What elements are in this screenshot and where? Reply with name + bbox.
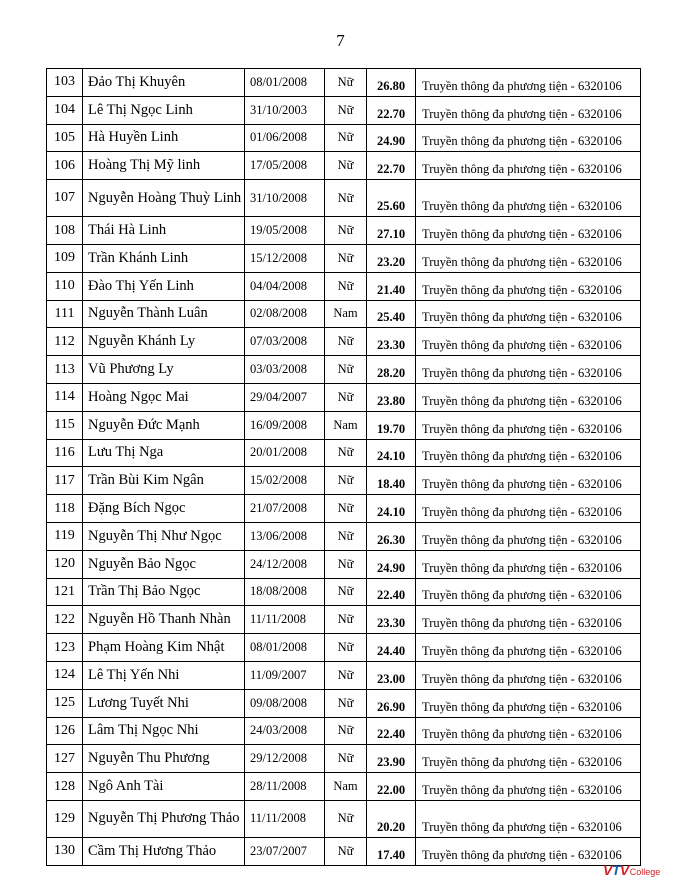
cell-stt: 112 [47,328,83,356]
cell-name: Đào Thị Yến Linh [83,272,245,300]
cell-name: Đảo Thị Khuyên [83,69,245,97]
cell-name: Hà Huyền Linh [83,124,245,152]
cell-name: Trần Khánh Linh [83,244,245,272]
cell-sex: Nữ [325,837,367,865]
table-row [47,217,641,245]
cell-name: Hoàng Ngọc Mai [83,383,245,411]
cell-name: Thái Hà Linh [83,217,245,245]
cell-stt: 105 [47,124,83,152]
cell-stt: 106 [47,152,83,180]
table-row [47,439,641,467]
cell-score: 28.20 [367,356,416,384]
cell-major: Truyền thông đa phương tiện - 6320106 [416,550,641,578]
cell-sex: Nữ [325,717,367,745]
cell-dob: 01/06/2008 [245,124,325,152]
cell-name: Nguyễn Thị Phương Thảo [83,800,245,837]
cell-score: 24.10 [367,495,416,523]
cell-major: Truyền thông đa phương tiện - 6320106 [416,180,641,217]
cell-dob: 09/08/2008 [245,689,325,717]
table-row [47,717,641,745]
cell-major: Truyền thông đa phương tiện - 6320106 [416,495,641,523]
table-row [47,383,641,411]
cell-score: 24.90 [367,550,416,578]
cell-score: 23.30 [367,328,416,356]
cell-stt: 104 [47,96,83,124]
cell-dob: 11/11/2008 [245,800,325,837]
cell-sex: Nữ [325,69,367,97]
cell-score: 19.70 [367,411,416,439]
cell-stt: 108 [47,217,83,245]
cell-score: 26.90 [367,689,416,717]
cell-name: Trần Bùi Kim Ngân [83,467,245,495]
cell-stt: 119 [47,522,83,550]
table-row [47,467,641,495]
table-row [47,356,641,384]
cell-sex: Nữ [325,606,367,634]
cell-sex: Nữ [325,356,367,384]
cell-stt: 123 [47,634,83,662]
cell-sex: Nữ [325,661,367,689]
cell-major: Truyền thông đa phương tiện - 6320106 [416,244,641,272]
table-row [47,180,641,217]
cell-score: 24.90 [367,124,416,152]
cell-name: Trần Thị Bảo Ngọc [83,578,245,606]
cell-major: Truyền thông đa phương tiện - 6320106 [416,272,641,300]
cell-dob: 31/10/2003 [245,96,325,124]
table-row [47,69,641,97]
cell-sex: Nữ [325,745,367,773]
cell-sex: Nữ [325,328,367,356]
cell-name: Lưu Thị Nga [83,439,245,467]
cell-stt: 122 [47,606,83,634]
cell-stt: 125 [47,689,83,717]
cell-sex: Nữ [325,522,367,550]
cell-score: 23.90 [367,745,416,773]
cell-stt: 111 [47,300,83,328]
cell-stt: 124 [47,661,83,689]
cell-major: Truyền thông đa phương tiện - 6320106 [416,411,641,439]
cell-sex: Nam [325,300,367,328]
cell-stt: 120 [47,550,83,578]
cell-major: Truyền thông đa phương tiện - 6320106 [416,328,641,356]
cell-name: Nguyễn Thu Phương [83,745,245,773]
cell-sex: Nữ [325,689,367,717]
cell-score: 26.80 [367,69,416,97]
cell-dob: 11/11/2008 [245,606,325,634]
cell-dob: 20/01/2008 [245,439,325,467]
cell-dob: 18/08/2008 [245,578,325,606]
cell-dob: 21/07/2008 [245,495,325,523]
cell-name: Nguyễn Hồ Thanh Nhàn [83,606,245,634]
cell-dob: 24/12/2008 [245,550,325,578]
cell-sex: Nữ [325,550,367,578]
cell-major: Truyền thông đa phương tiện - 6320106 [416,217,641,245]
cell-stt: 103 [47,69,83,97]
cell-sex: Nữ [325,272,367,300]
cell-dob: 16/09/2008 [245,411,325,439]
cell-score: 26.30 [367,522,416,550]
cell-major: Truyền thông đa phương tiện - 6320106 [416,773,641,801]
cell-score: 23.20 [367,244,416,272]
cell-score: 23.30 [367,606,416,634]
cell-major: Truyền thông đa phương tiện - 6320106 [416,800,641,837]
cell-major: Truyền thông đa phương tiện - 6320106 [416,69,641,97]
table-row [47,837,641,865]
table-row [47,578,641,606]
cell-sex: Nữ [325,634,367,662]
cell-sex: Nữ [325,180,367,217]
cell-dob: 08/01/2008 [245,634,325,662]
cell-dob: 24/03/2008 [245,717,325,745]
cell-name: Lê Thị Ngọc Linh [83,96,245,124]
cell-dob: 07/03/2008 [245,328,325,356]
cell-stt: 110 [47,272,83,300]
table-row [47,689,641,717]
cell-sex: Nữ [325,578,367,606]
cell-major: Truyền thông đa phương tiện - 6320106 [416,300,641,328]
cell-score: 21.40 [367,272,416,300]
table-row [47,96,641,124]
cell-score: 23.00 [367,661,416,689]
vtv-college-logo [603,858,660,882]
cell-dob: 23/07/2007 [245,837,325,865]
cell-stt: 115 [47,411,83,439]
cell-major: Truyền thông đa phương tiện - 6320106 [416,124,641,152]
cell-major: Truyền thông đa phương tiện - 6320106 [416,689,641,717]
cell-major: Truyền thông đa phương tiện - 6320106 [416,661,641,689]
table-row [47,522,641,550]
table-row [47,606,641,634]
cell-dob: 29/12/2008 [245,745,325,773]
table-row [47,800,641,837]
cell-stt: 130 [47,837,83,865]
cell-stt: 118 [47,495,83,523]
cell-name: Lâm Thị Ngọc Nhi [83,717,245,745]
table-row [47,773,641,801]
cell-score: 17.40 [367,837,416,865]
cell-sex: Nữ [325,217,367,245]
cell-score: 22.70 [367,152,416,180]
cell-major: Truyền thông đa phương tiện - 6320106 [416,467,641,495]
cell-dob: 15/02/2008 [245,467,325,495]
cell-sex: Nữ [325,467,367,495]
cell-score: 22.40 [367,717,416,745]
cell-score: 20.20 [367,800,416,837]
cell-stt: 129 [47,800,83,837]
cell-major: Truyền thông đa phương tiện - 6320106 [416,745,641,773]
cell-dob: 17/05/2008 [245,152,325,180]
cell-dob: 02/08/2008 [245,300,325,328]
cell-major: Truyền thông đa phương tiện - 6320106 [416,606,641,634]
admission-list-table [46,68,641,866]
cell-score: 24.10 [367,439,416,467]
table-row [47,634,641,662]
cell-major: Truyền thông đa phương tiện - 6320106 [416,152,641,180]
cell-major: Truyền thông đa phương tiện - 6320106 [416,578,641,606]
table-row [47,495,641,523]
cell-sex: Nam [325,411,367,439]
table-row [47,661,641,689]
cell-sex: Nữ [325,439,367,467]
cell-stt: 116 [47,439,83,467]
cell-score: 23.80 [367,383,416,411]
cell-name: Lê Thị Yến Nhi [83,661,245,689]
cell-score: 25.60 [367,180,416,217]
cell-score: 24.40 [367,634,416,662]
cell-sex: Nữ [325,495,367,523]
cell-dob: 08/01/2008 [245,69,325,97]
cell-name: Đặng Bích Ngọc [83,495,245,523]
cell-stt: 109 [47,244,83,272]
cell-name: Nguyễn Bảo Ngọc [83,550,245,578]
cell-name: Lương Tuyết Nhi [83,689,245,717]
cell-score: 22.40 [367,578,416,606]
cell-dob: 13/06/2008 [245,522,325,550]
cell-sex: Nữ [325,152,367,180]
cell-major: Truyền thông đa phương tiện - 6320106 [416,634,641,662]
table-row [47,300,641,328]
cell-sex: Nữ [325,800,367,837]
cell-sex: Nam [325,773,367,801]
cell-name: Nguyễn Thành Luân [83,300,245,328]
cell-stt: 128 [47,773,83,801]
logo-vtv-mark: VTV [603,862,629,878]
cell-major: Truyền thông đa phương tiện - 6320106 [416,383,641,411]
cell-name: Phạm Hoàng Kim Nhật [83,634,245,662]
cell-score: 18.40 [367,467,416,495]
cell-major: Truyền thông đa phương tiện - 6320106 [416,717,641,745]
table-row [47,244,641,272]
cell-sex: Nữ [325,124,367,152]
cell-dob: 15/12/2008 [245,244,325,272]
cell-stt: 117 [47,467,83,495]
cell-dob: 04/04/2008 [245,272,325,300]
cell-sex: Nữ [325,383,367,411]
cell-major: Truyền thông đa phương tiện - 6320106 [416,522,641,550]
table-row [47,745,641,773]
cell-dob: 03/03/2008 [245,356,325,384]
cell-name: Nguyễn Hoàng Thuỳ Linh [83,180,245,217]
cell-major: Truyền thông đa phương tiện - 6320106 [416,96,641,124]
cell-major: Truyền thông đa phương tiện - 6320106 [416,439,641,467]
cell-name: Nguyễn Khánh Ly [83,328,245,356]
cell-name: Ngô Anh Tài [83,773,245,801]
cell-stt: 114 [47,383,83,411]
cell-score: 27.10 [367,217,416,245]
cell-stt: 121 [47,578,83,606]
cell-stt: 113 [47,356,83,384]
cell-name: Nguyễn Đức Mạnh [83,411,245,439]
cell-dob: 29/04/2007 [245,383,325,411]
page-number: 7 [336,31,345,50]
cell-name: Cầm Thị Hương Thảo [83,837,245,865]
table-row [47,328,641,356]
cell-dob: 11/09/2007 [245,661,325,689]
cell-dob: 19/05/2008 [245,217,325,245]
cell-name: Nguyễn Thị Như Ngọc [83,522,245,550]
cell-score: 22.70 [367,96,416,124]
cell-major: Truyền thông đa phương tiện - 6320106 [416,837,641,865]
cell-dob: 28/11/2008 [245,773,325,801]
cell-sex: Nữ [325,96,367,124]
table-row [47,124,641,152]
cell-name: Vũ Phương Ly [83,356,245,384]
cell-stt: 107 [47,180,83,217]
table-row [47,152,641,180]
table-body [47,69,641,866]
cell-stt: 126 [47,717,83,745]
cell-sex: Nữ [325,244,367,272]
cell-major: Truyền thông đa phương tiện - 6320106 [416,356,641,384]
logo-college-text: College [629,866,661,877]
cell-score: 22.00 [367,773,416,801]
table-row [47,272,641,300]
cell-score: 25.40 [367,300,416,328]
cell-stt: 127 [47,745,83,773]
table-row [47,550,641,578]
cell-name: Hoàng Thị Mỹ linh [83,152,245,180]
table-row [47,411,641,439]
cell-dob: 31/10/2008 [245,180,325,217]
